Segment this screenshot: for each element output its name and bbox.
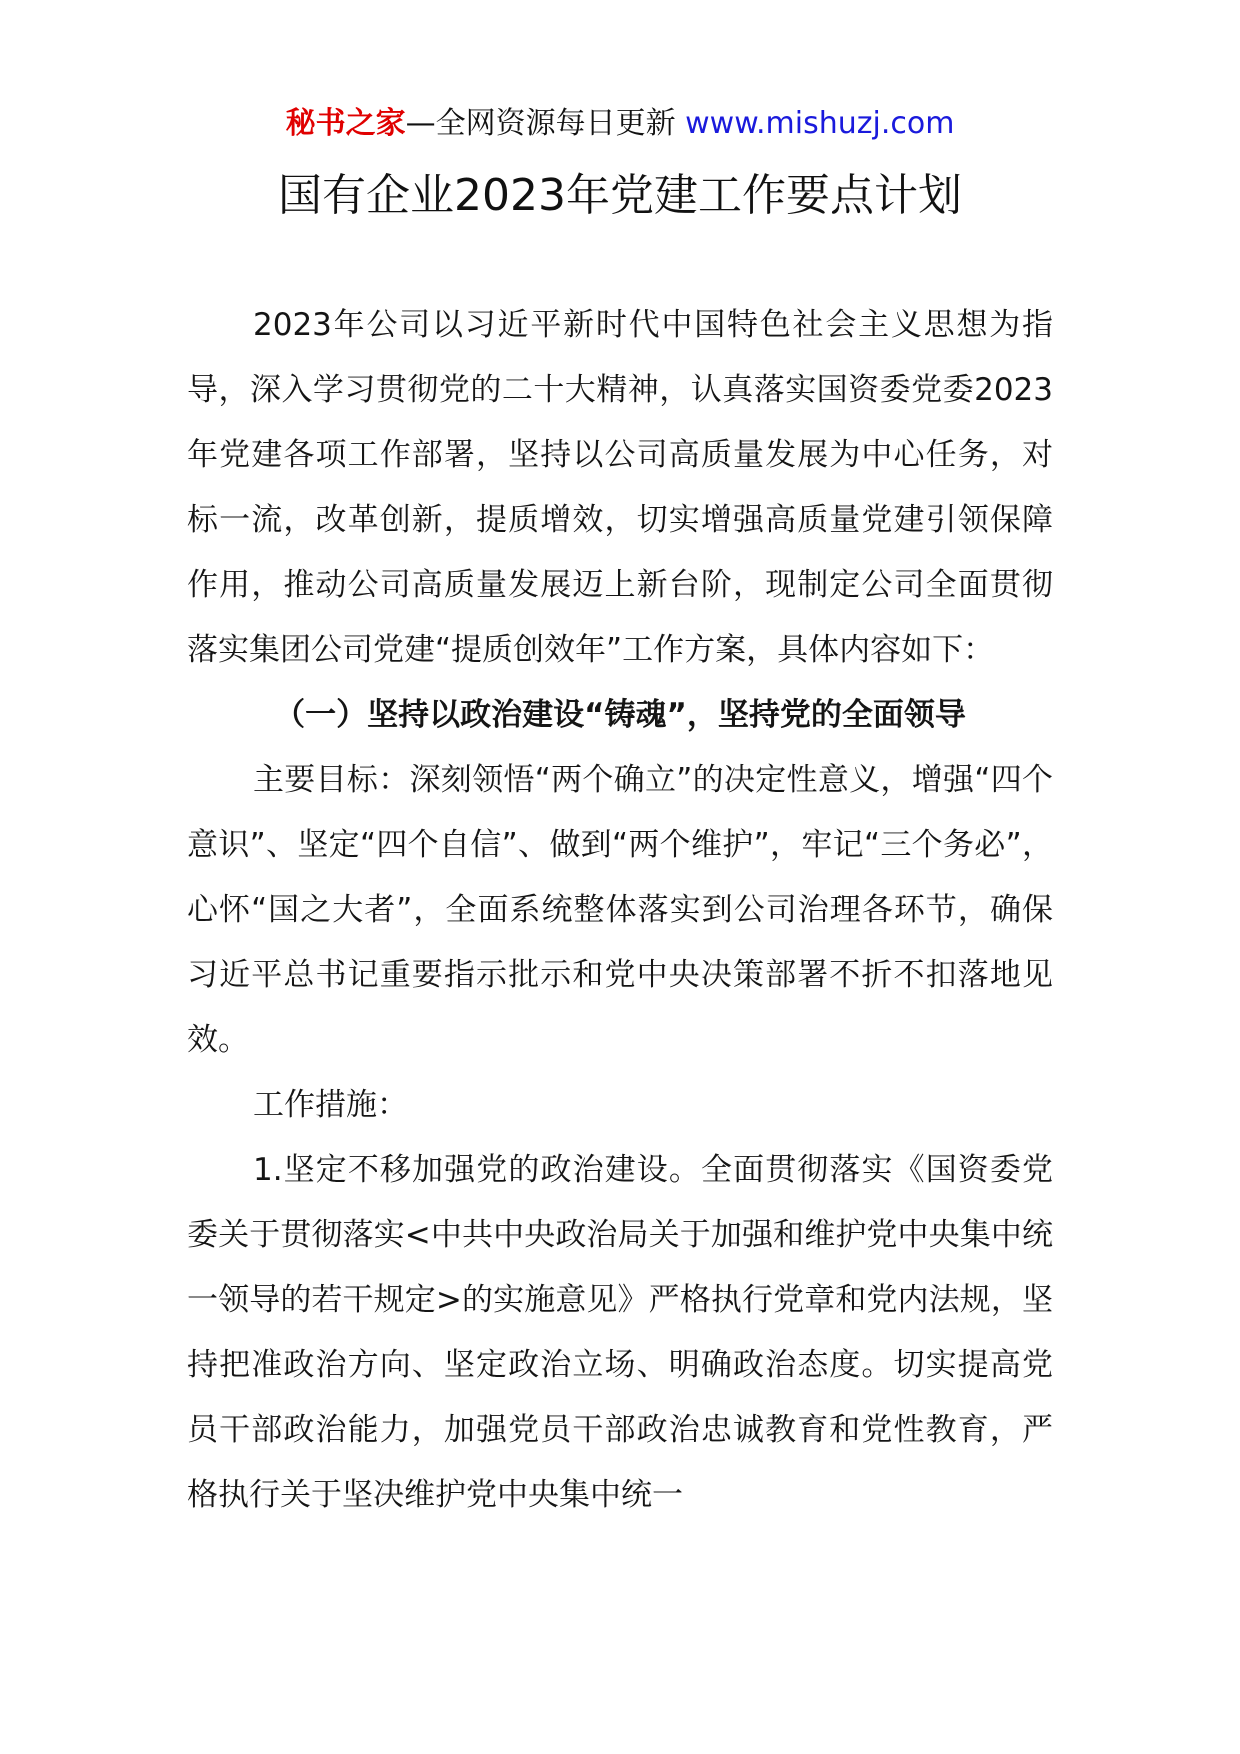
document-body [187,293,1053,1528]
site-url-link[interactable]: www.mishuzj.com [685,106,955,141]
measures-label: 工作措施： [253,1087,408,1123]
brand-name: 秘书之家 [285,106,406,141]
goal-paragraph: 主要目标：深刻领悟“两个确立”的决定性意义，增强“四个意识”、坚定“四个自信”、做到“两个维护”，牢记“三个务必”，心怀“国之大者”，全面系统整体落实到公司治理各环节，确保习近平总书记重要指示批示和党中央决策部署不折不扣落地见效。 [187,762,1053,1058]
measure-paragraph-1: 1.坚定不移加强党的政治建设。全面贯彻落实《国资委党委关于贯彻落实<中共中央政治局关于加强和维护党中央集中统一领导的若干规定>的实施意见》严格执行党章和党内法规，坚持把准政治方向、坚定政治立场、明确政治态度。切实提高党员干部政治能力，加强党员干部政治忠诚教育和党性教育，严格执行关于坚决维护党中央集中统一 [187,1152,1053,1513]
intro-paragraph: 2023年公司以习近平新时代中国特色社会主义思想为指导，深入学习贯彻党的二十大精神，认真落实国资委党委2023年党建各项工作部署，坚持以公司高质量发展为中心任务，对标一流，改革创新，提质增效，切实增强高质量党建引领保障作用，推动公司高质量发展迈上新台阶，现制定公司全面贯彻落实集团公司党建“提质创效年”工作方案，具体内容如下： [187,307,1053,668]
document-title: 国有企业2023年党建工作要点计划 [278,170,962,221]
site-header [0,104,1240,144]
section-heading: （一）坚持以政治建设“铸魂”，坚持党的全面领导 [274,697,966,733]
header-tagline: —全网资源每日更新 [405,106,686,141]
